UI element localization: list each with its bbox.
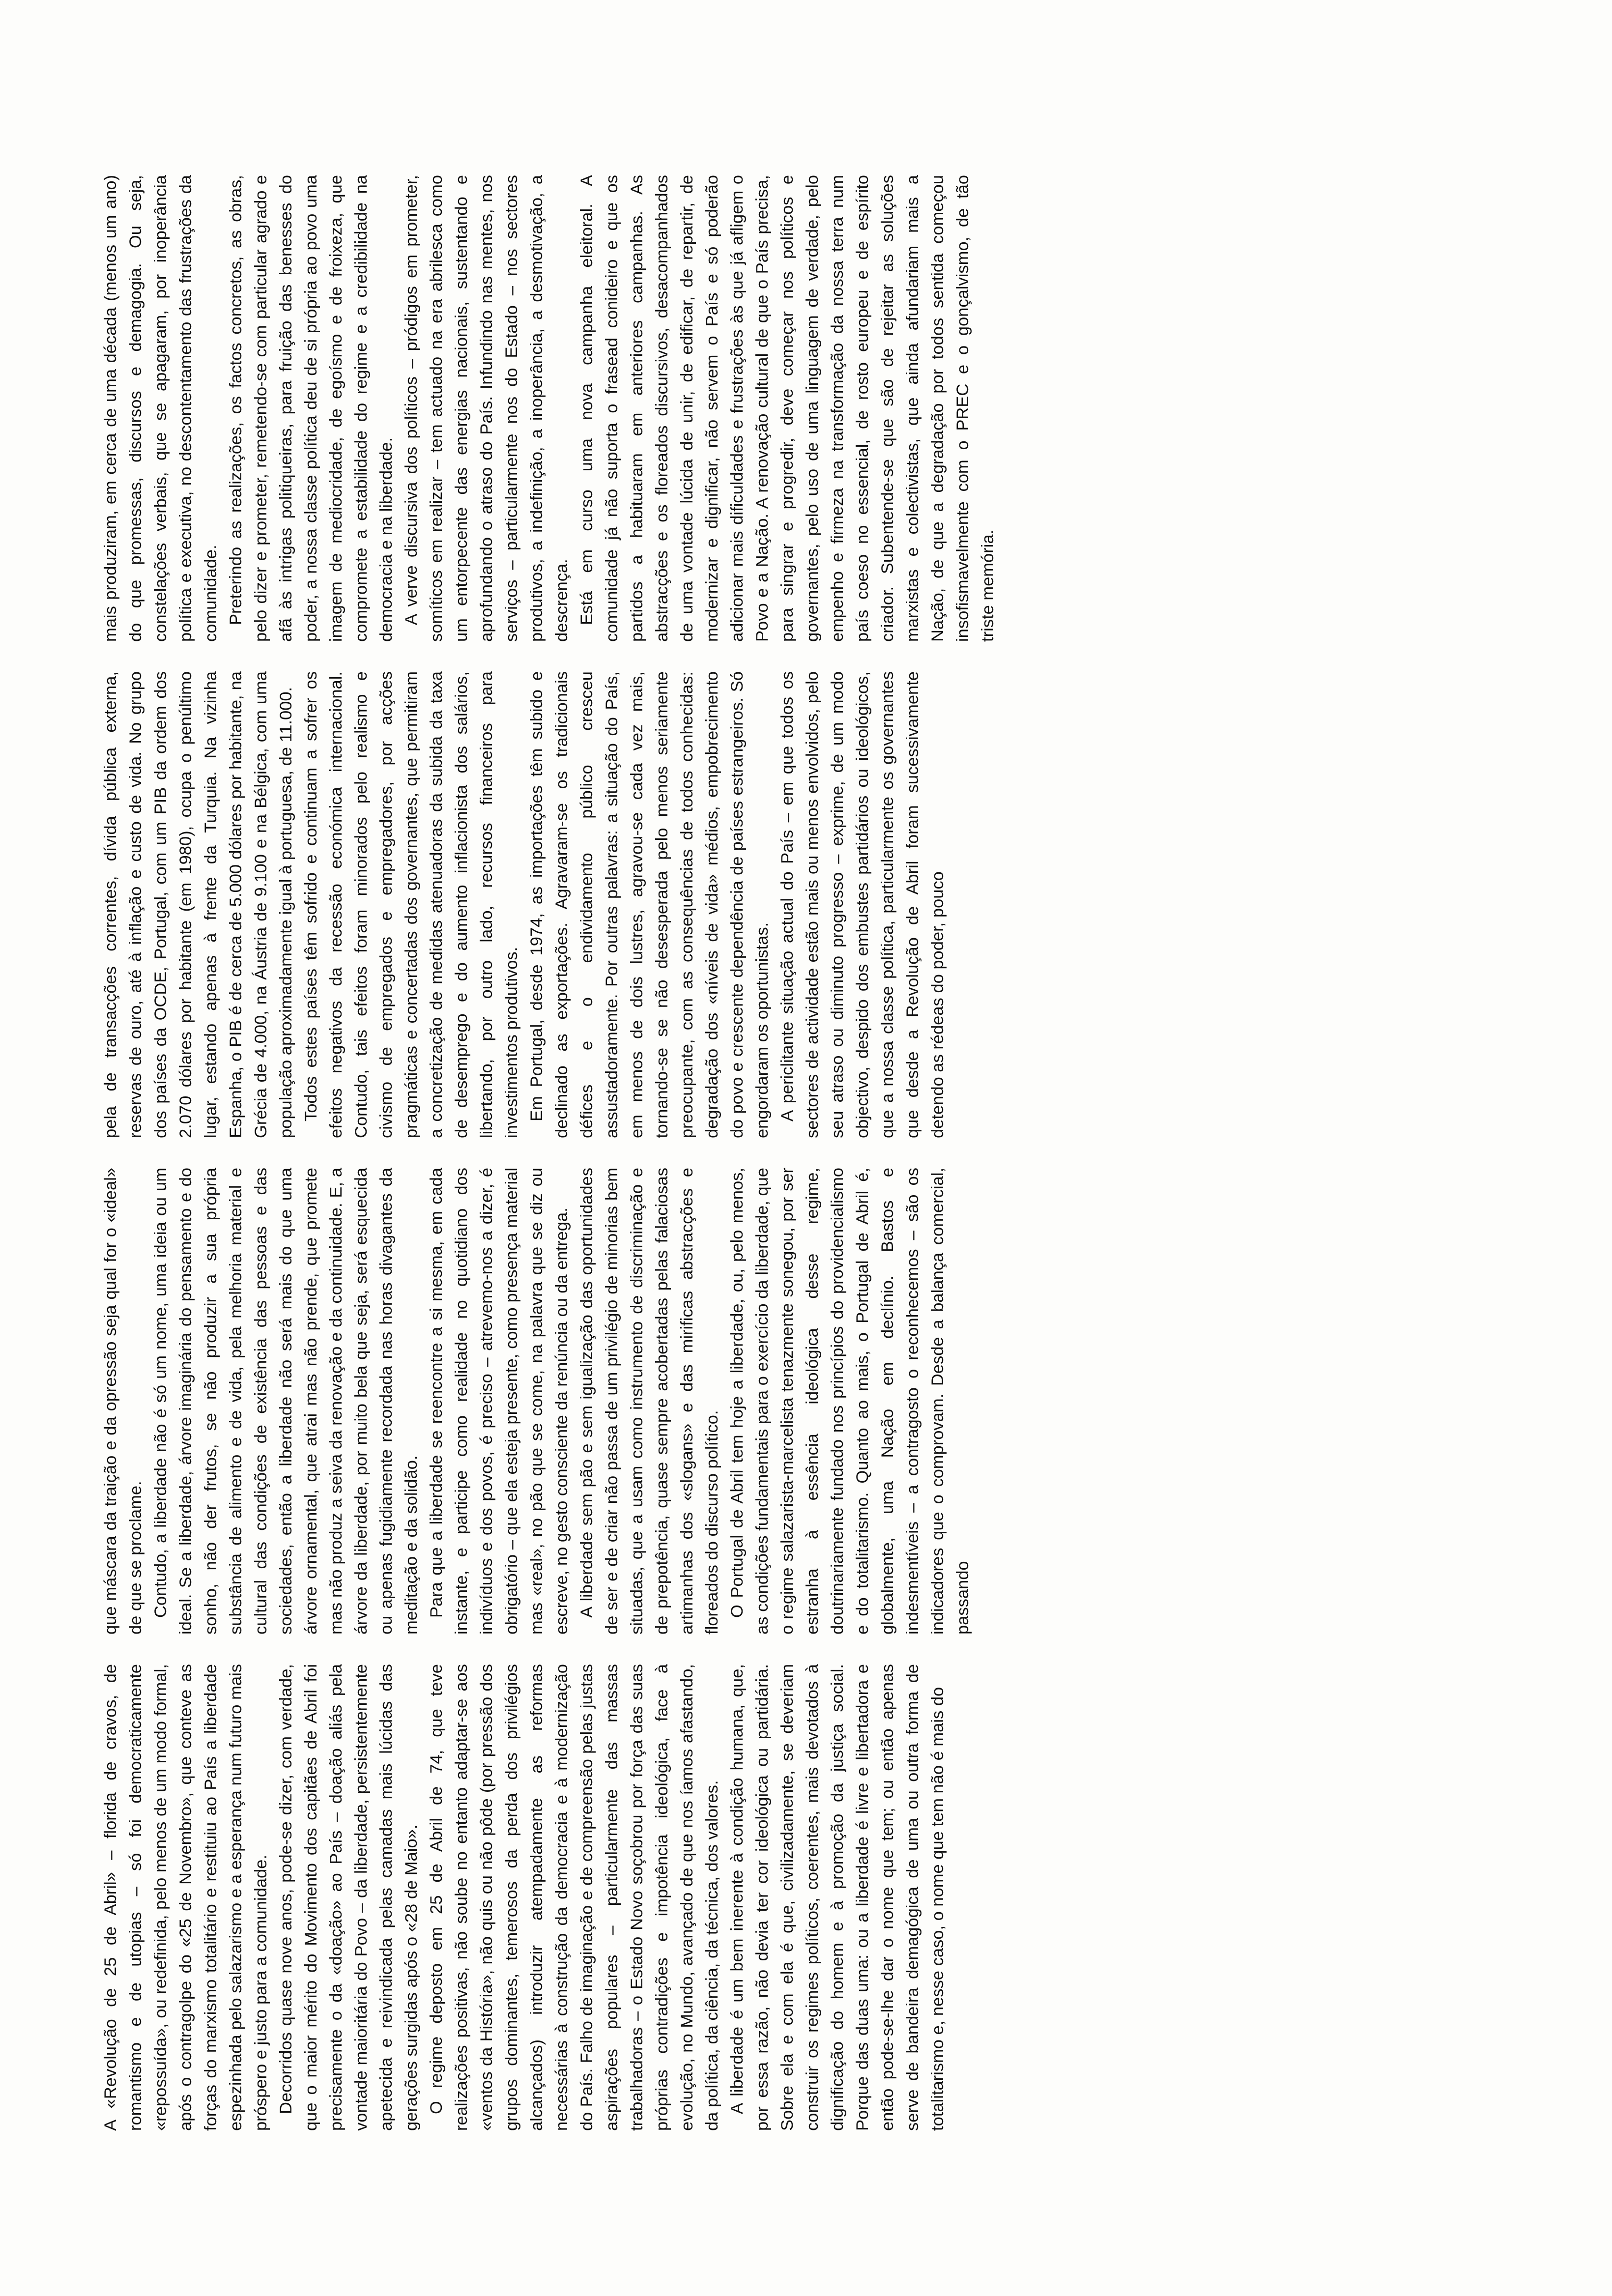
paragraph: A liberdade sem pão e sem igualização das oportunidades de ser e de criar não passa de um privilégio de minorias bem situadas, que a usam como instrumento de discriminação e de prepotência, quase sempre acobertadas pelas falaciosas artimanhas dos «slogans» e das mirificas abstracções e floreados do discurso político. bbox=[577, 1168, 721, 1635]
paragraph: Para que a liberdade se reencontre a si mesma, em cada instante, e participe como realidade no quotidiano dos indivíduos e dos povos, é preciso – atrevemo-nos a dizer, é obrigatório – que ela esteja presente, como presença material mas «real», no pão que se come, na palavra que se diz ou escreve, no gesto consciente da renúncia ou da entrega. bbox=[427, 1168, 571, 1635]
paragraph: mais produziram, em cerca de uma década (menos um ano) do que promessas, discursos e demagogia. Ou seja, constelações verbais, que se apagaram, por inoperância política e executiva, no descontentamento das frustrações da comunidade. bbox=[101, 175, 220, 642]
paragraph: O Portugal de Abril tem hoje a liberdade, ou, pelo menos, as condições fundamentais para o exercício da liberdade, que o regime salazarista-marcelista tenazmente sonegou, por ser estranha à essência ideológica desse regime, doutrinariamente fundado nos princípios do providencialismo e do totalitarismo. Quanto ao mais, o Portugal de Abril é, globalmente, uma Nação em declínio. Bastos e indesmentíveis – a contragosto o reconhecemos – são os indicadores que o comprovam. Desde a balança comercial, passando bbox=[728, 1168, 972, 1635]
paragraph: A periclitante situação actual do País – em que todos os sectores de actividade estão mais ou menos envolvidos, pelo seu atraso ou diminuto progresso – exprime, de um modo objectivo, despido dos embustes partidários ou ideológicos, que a nossa classe política, particularmente os governantes que desde a Revolução de Abril foram sucessivamente detendo as rédeas do poder, pouco bbox=[778, 671, 947, 1138]
paragraph: A «Revolução de 25 de Abril» – florida de cravos, de romantismo e de utopias – só foi democraticamente «repossuída», ou redefinida, pelo menos de um modo formal, após o contragolpe do «25 de Novembro», que conteve as forças do marxismo totalitário e restituiu ao País a liberdade espezinhada pelo salazarismo e a esperança num futuro mais próspero e justo para a comunidade. bbox=[101, 1664, 270, 2131]
paragraph: A liberdade é um bem inerente à condição humana, que, por essa razão, não devia ter cor ideológica ou partidária. Sobre ela e com ela é que, civilizadamente, se deveriam construir os regimes políticos, coerentes, mais devotados à dignificação do homem e à promoção da justiça social. Porque das duas uma: ou a liberdade é livre e libertadora e então pode-se-lhe dar o nome que tem; ou então apenas serve de bandeira demagógica de uma ou outra forma de totalitarismo e, nesse caso, o nome que tem não é mais do bbox=[728, 1664, 947, 2131]
paragraph: Decorridos quase nove anos, pode-se dizer, com verdade, que o maior mérito do Movimento dos capitães de Abril foi precisamente o da «doação» ao País – doação aliás pela vontade maioritária do Povo – da liberdade, persistentemente apetecida e reivindicada pelas camadas mais lúcidas das gerações surgidas após o «28 de Maio». bbox=[277, 1664, 421, 2131]
text-column-3 bbox=[98, 671, 1514, 1138]
paragraph: O regime deposto em 25 de Abril de 74, que teve realizações positivas, não soube no entanto adaptar-se aos «ventos da História», não quis ou não pôde (por pressão dos grupos dominantes, temerosos da perda dos privilégios alcançados) introduzir atempadamente as reformas necessárias à construção da democracia e à modernização do País. Falho de imaginação e de compreensão pelas justas aspirações populares – particularmente das massas trabalhadoras – o Estado Novo soçobrou por força das suas próprias contradições e impotência ideológica, face à evolução, no Mundo, avançado de que nos íamos afastando, da política, da ciência, da técnica, dos valores. bbox=[427, 1664, 721, 2131]
text-column-2 bbox=[98, 1168, 1514, 1635]
rotated-page bbox=[98, 165, 1514, 2131]
paragraph: Contudo, a liberdade não é só um nome, uma ideia ou um ideal. Se a liberdade, árvore imaginária do pensamento e do sonho, não der frutos, se não produzir a sua própria substância de alimento e de vida, pela melhoria material e cultural das condições de existência das pessoas e das sociedades, então a liberdade não será mais do que uma árvore ornamental, que atrai mas não prende, que promete mas não produz a seiva da renovação e da continuidade. E, a árvore da liberdade, por muito bela que seja, será esquecida ou apenas fugidiamente recordada nas horas divagantes da meditação e da solidão. bbox=[151, 1168, 421, 1635]
paragraph: pela de transacções correntes, dívida pública externa, reservas de ouro, até à inflação e custo de vida. No grupo dos países da OCDE, Portugal, com um PIB da ordem dos 2.070 dólares por habitante (em 1980), ocupa o penúltimo lugar, estando apenas à frente da Turquia. Na vizinha Espanha, o PIB é de cerca de 5.000 dólares por habitante, na Grécia de 4.000, na Áustria de 9.100 e na Bélgica, com uma população aproximadamente igual à portuguesa, de 11.000. bbox=[101, 671, 295, 1138]
paragraph: Em Portugal, desde 1974, as importações têm subido e declinado as exportações. Agravaram-se os tradicionais défices e o endividamento público cresceu assustadoramente. Por outras palavras: a situação do País, em menos de dois lustres, agravou-se cada vez mais, tornando-se se não desesperada pelo menos seriamente preocupante, com as consequências de todos conhecidas: degradação dos «níveis de vida» médios, empobrecimento do povo e crescente dependência de países estrangeiros. Só engordaram os oportunistas. bbox=[527, 671, 772, 1138]
paragraph: Preterindo as realizações, os factos concretos, as obras, pelo dizer e prometer, remetendo-se com particular agrado e afã às intrigas politiqueiras, para fruição das benesses do poder, a nossa classe política deu de si própria ao povo uma imagem de mediocridade, de egoísmo e de froixeza, que compromete a estabilidade do regime e a credibilidade na democracia e na liberdade. bbox=[227, 175, 396, 642]
paragraph: que máscara da traição e da opressão seja qual for o «ideal» de que se proclame. bbox=[101, 1168, 145, 1635]
paragraph: Está em curso uma nova campanha eleitoral. A comunidade já não suporta o frasead conideiro e que os partidos a habituaram em anteriores campanhas. As abstracções e os floreados discursivos, desacompanhados de uma vontade lúcida de unir, de edificar, de repartir, de modernizar e dignificar, não servem o País e só poderão adicionar mais dificuldades e frustrações às que já afligem o Povo e a Nação. A renovação cultural de que o País precisa, para singrar e progredir, deve começar nos políticos e governantes, pelo uso de uma linguagem de verdade, pelo empenho e firmeza na transformação da nossa terra num país coeso no essencial, de rosto europeu e de espírito criador. Subentende-se que são de rejeitar as soluções marxistas e colectivistas, que ainda afundariam mais a Nação, de que a degradação por todos sentida começou insofismavelmente com o PREC e o gonçalvismo, de tão triste memória. bbox=[577, 175, 997, 642]
paragraph: A verve discursiva dos políticos – pródigos em prometer, somíticos em realizar – tem actuado na era abrilesca como um entorpecente das energias nacionais, sustentando e aprofundando o atraso do País. Infundindo nas mentes, nos serviços – particularmente nos do Estado – nos sectores produtivos, a indefinição, a inoperância, a desmotivação, a descrença. bbox=[402, 175, 571, 642]
text-column-1 bbox=[98, 1664, 1514, 2131]
text-column-4 bbox=[98, 175, 1514, 642]
paragraph: Todos estes países têm sofrido e continuam a sofrer os efeitos negativos da recessão económica internacional. Contudo, tais efeitos foram minorados pelo realismo e civismo de empregados e empregadores, por acções pragmáticas e concertadas dos governantes, que permitiram a concretização de medidas atenuadoras da subida da taxa de desemprego e do aumento inflacionista dos salários, libertando, por outro lado, recursos financeiros para investimentos produtivos. bbox=[302, 671, 521, 1138]
